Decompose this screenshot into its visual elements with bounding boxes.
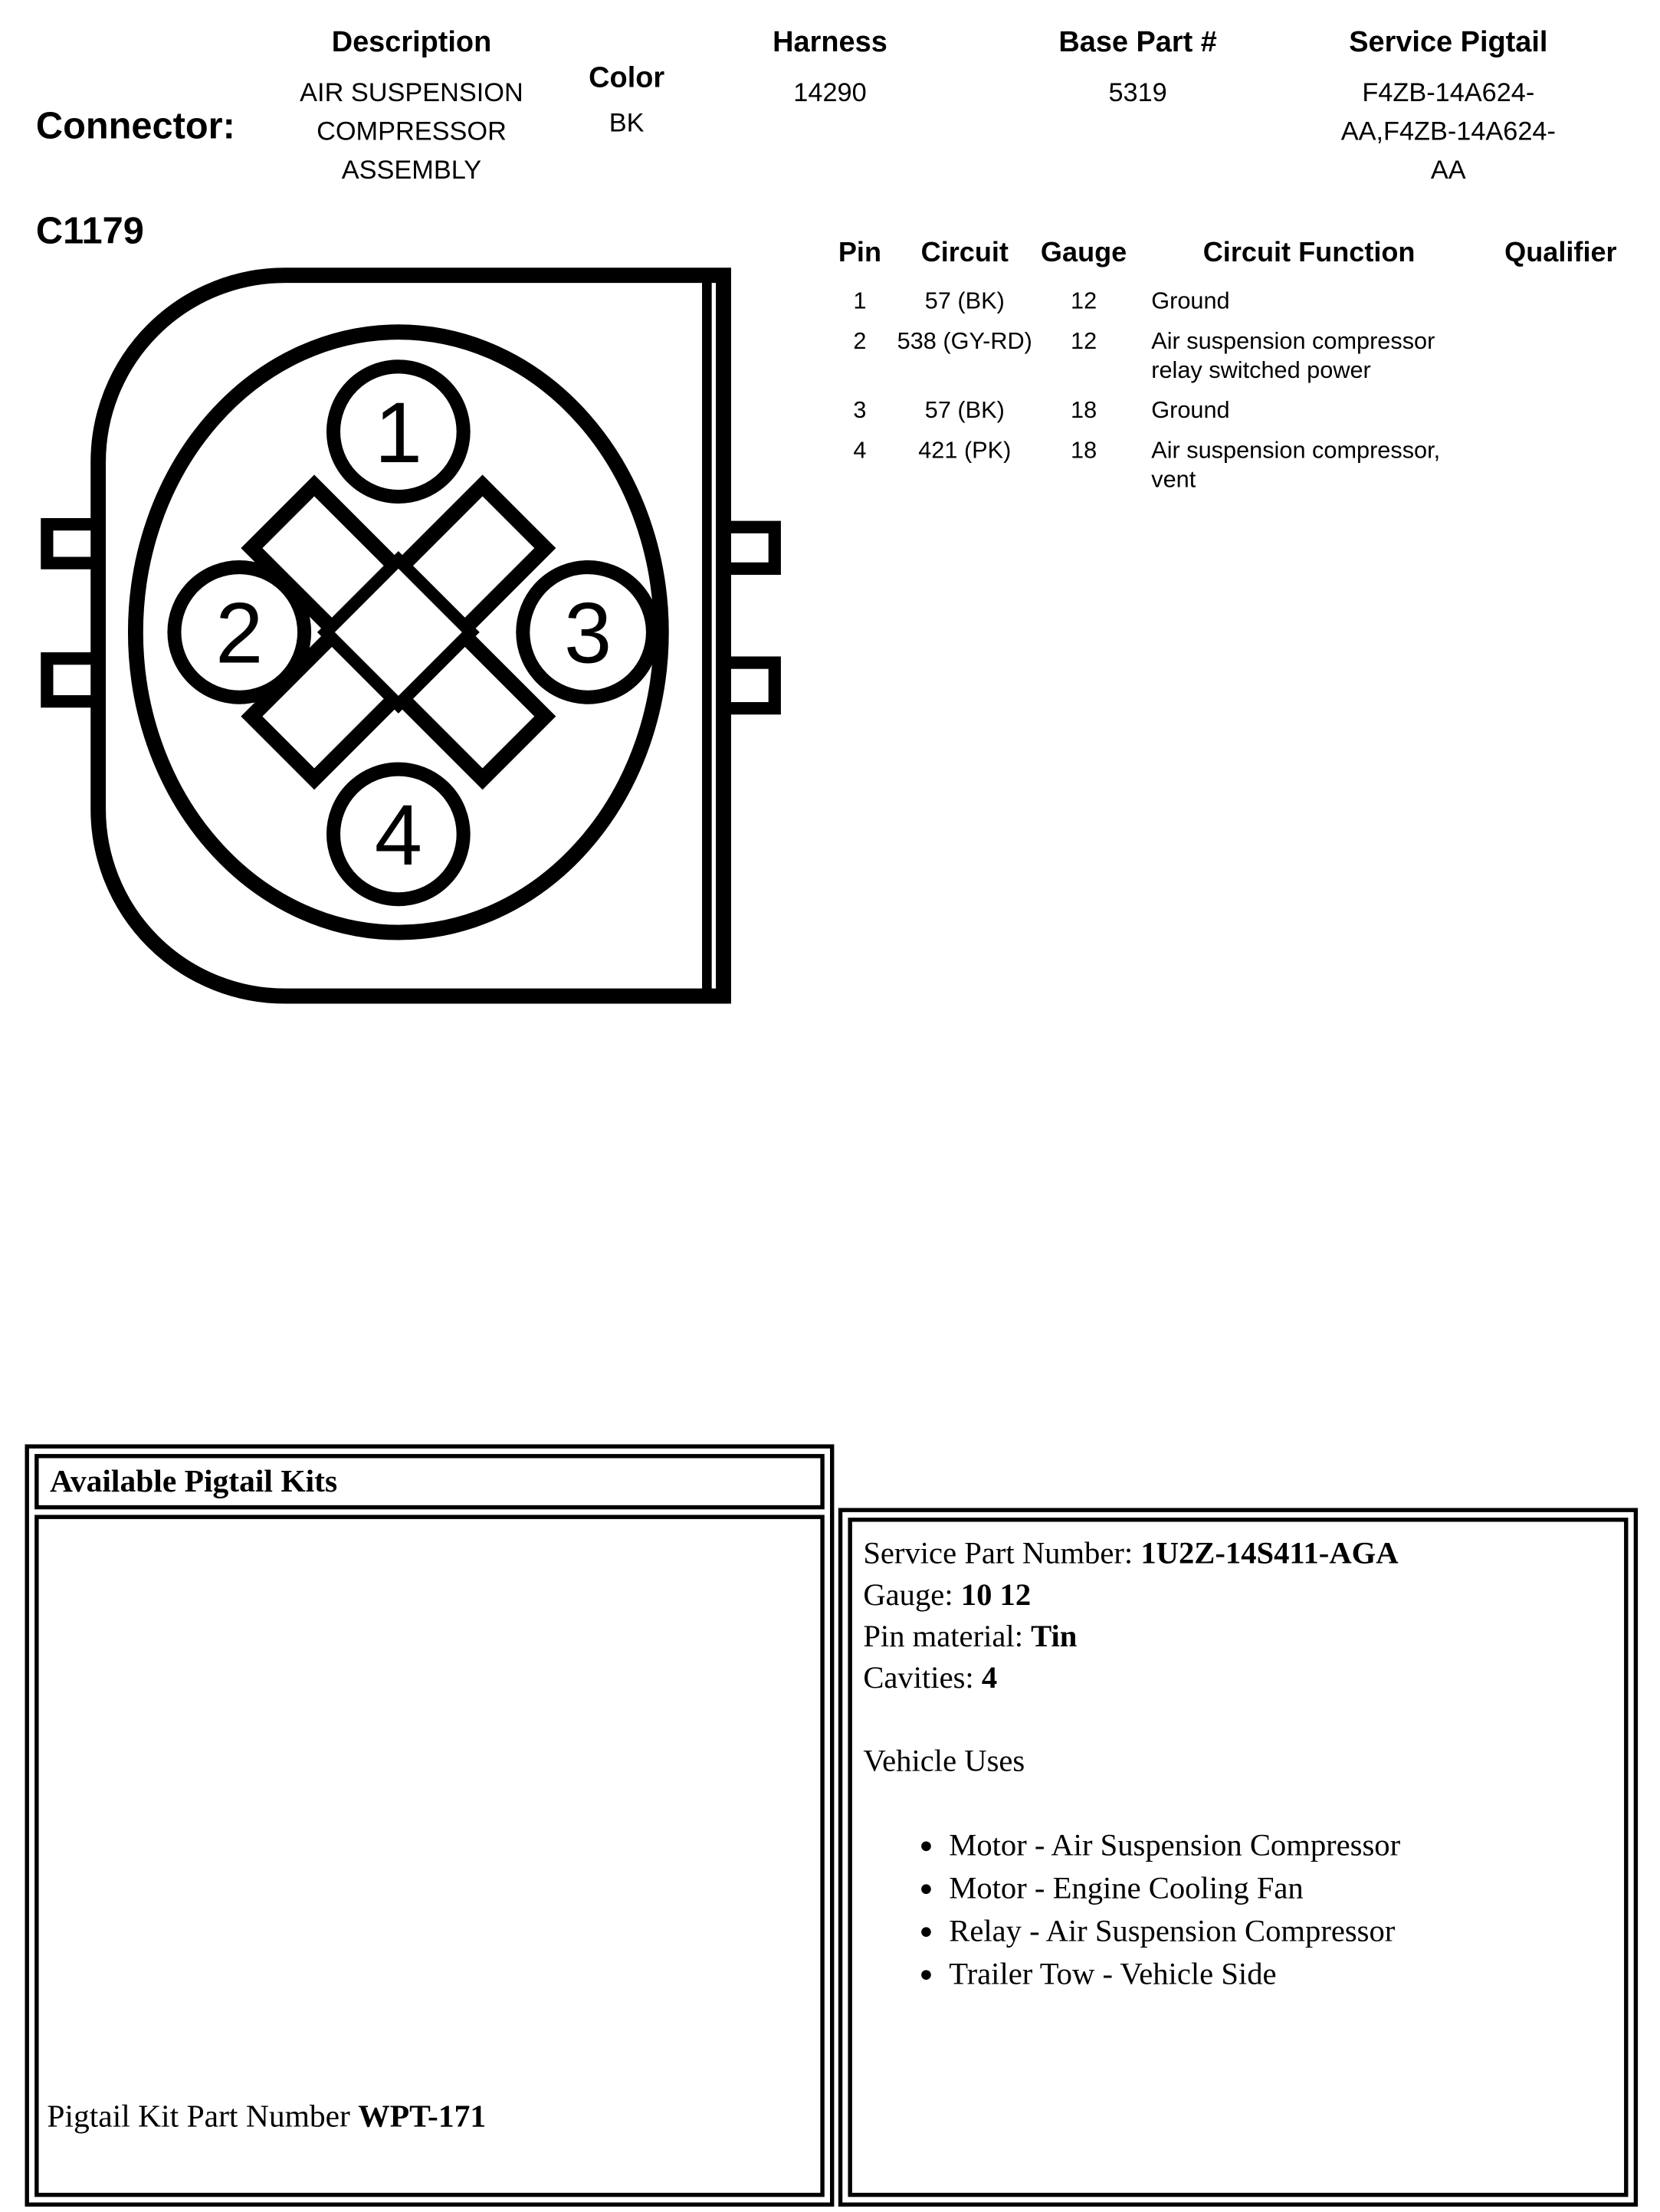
description-value: AIR SUSPENSION COMPRESSOR ASSEMBLY xyxy=(300,78,523,185)
gauge-cell: 12 xyxy=(1071,287,1097,314)
gauge-cell: 18 xyxy=(1071,437,1097,464)
pigtail-kit-part-number-line xyxy=(47,2099,486,2135)
service-pigtail-value: F4ZB-14A624-AA,F4ZB-14A624-AA xyxy=(1340,78,1556,185)
gauge-line xyxy=(863,1574,1619,1616)
header-field-color xyxy=(564,61,688,143)
pin-table-row xyxy=(826,321,1635,390)
header-field-harness xyxy=(713,25,948,113)
qualifier-cell xyxy=(1486,430,1635,499)
gauge-cell: 12 xyxy=(1071,327,1097,355)
harness-label: Harness xyxy=(773,26,887,58)
service-part-number-value: 1U2Z-14S411-AGA xyxy=(1140,1535,1399,1570)
connector-label: Connector: xyxy=(35,105,235,147)
pin-material-value: Tin xyxy=(1031,1618,1078,1653)
vehicle-use-item: • Relay - Air Suspension Compressor xyxy=(949,1909,1619,1952)
pin-2-number: 2 xyxy=(215,585,264,681)
gauge-cell: 18 xyxy=(1071,397,1097,424)
cavities-line xyxy=(863,1657,1619,1698)
circuit-cell: 57 (BK) xyxy=(924,397,1005,424)
qualifier-cell xyxy=(1486,390,1635,430)
connector-diagram xyxy=(39,256,786,1031)
col-header-pin: Pin xyxy=(838,238,882,269)
pin-3-number: 3 xyxy=(563,585,612,681)
pin-circuit-table xyxy=(826,235,1635,500)
kit-part-label: Pigtail Kit Part Number xyxy=(47,2099,359,2134)
vehicle-use-item: • Trailer Tow - Vehicle Side xyxy=(949,1952,1619,1995)
pin-table-row xyxy=(826,430,1635,499)
kit-part-number: WPT-171 xyxy=(358,2099,487,2134)
pin-number-cell: 3 xyxy=(853,397,867,424)
col-header-gauge: Gauge xyxy=(1040,238,1127,269)
circuit-function-cell: Air suspension compressor relay switched power xyxy=(1151,327,1435,383)
pigtail-kits-box xyxy=(25,1444,834,2207)
pin-1-number: 1 xyxy=(374,384,422,481)
col-header-qualifier: Qualifier xyxy=(1504,238,1617,269)
connector-id: C1179 xyxy=(35,210,144,252)
pigtail-kits-body xyxy=(34,1515,825,2197)
header-field-base-part xyxy=(1017,25,1259,113)
connector-title xyxy=(36,47,235,257)
pin-4-number: 4 xyxy=(374,787,422,884)
qualifier-cell xyxy=(1486,281,1635,320)
pin-number-cell: 1 xyxy=(853,287,867,314)
col-header-circuit: Circuit xyxy=(920,238,1009,269)
col-header-circuit-function: Circuit Function xyxy=(1202,238,1416,269)
circuit-function-cell: Air suspension compressor, vent xyxy=(1151,437,1441,493)
circuit-cell: 538 (GY-RD) xyxy=(897,327,1032,355)
pin-table-header-row xyxy=(826,235,1635,281)
gauge-label: Gauge: xyxy=(863,1577,961,1612)
color-value: BK xyxy=(609,109,645,139)
service-part-box xyxy=(838,1508,1638,2207)
circuit-function-cell: Ground xyxy=(1151,397,1230,424)
circuit-function-cell: Ground xyxy=(1151,287,1230,314)
base-part-label: Base Part # xyxy=(1058,26,1217,58)
vehicle-use-item: • Motor - Engine Cooling Fan xyxy=(949,1866,1619,1909)
vehicle-uses-list xyxy=(863,1823,1619,1995)
pin-material-label: Pin material: xyxy=(863,1618,1032,1653)
pigtail-kits-title: Available Pigtail Kits xyxy=(34,1454,825,1509)
harness-value: 14290 xyxy=(793,78,867,108)
vehicle-use-item: • Motor - Air Suspension Compressor xyxy=(949,1823,1619,1866)
service-part-details xyxy=(848,1518,1628,2197)
color-label: Color xyxy=(589,62,665,94)
pin-table-row xyxy=(826,281,1635,320)
service-part-number-label: Service Part Number: xyxy=(863,1535,1141,1570)
qualifier-cell xyxy=(1486,321,1635,390)
header-field-description xyxy=(277,25,546,191)
description-label: Description xyxy=(331,26,492,58)
pin-table-row xyxy=(826,390,1635,430)
vehicle-uses-title: Vehicle Uses xyxy=(863,1743,1025,1778)
pin-material-line xyxy=(863,1616,1619,1657)
cavities-label: Cavities: xyxy=(863,1660,982,1695)
circuit-cell: 57 (BK) xyxy=(924,287,1005,314)
service-part-number-line xyxy=(863,1533,1619,1574)
pin-number-cell: 2 xyxy=(853,327,867,355)
pin-number-cell: 4 xyxy=(853,437,867,464)
gauge-value: 10 12 xyxy=(960,1577,1032,1612)
service-pigtail-label: Service Pigtail xyxy=(1349,26,1548,58)
cavities-value: 4 xyxy=(981,1660,998,1695)
header-field-service-pigtail xyxy=(1330,25,1566,191)
circuit-cell: 421 (PK) xyxy=(918,437,1012,464)
base-part-value: 5319 xyxy=(1108,78,1167,108)
